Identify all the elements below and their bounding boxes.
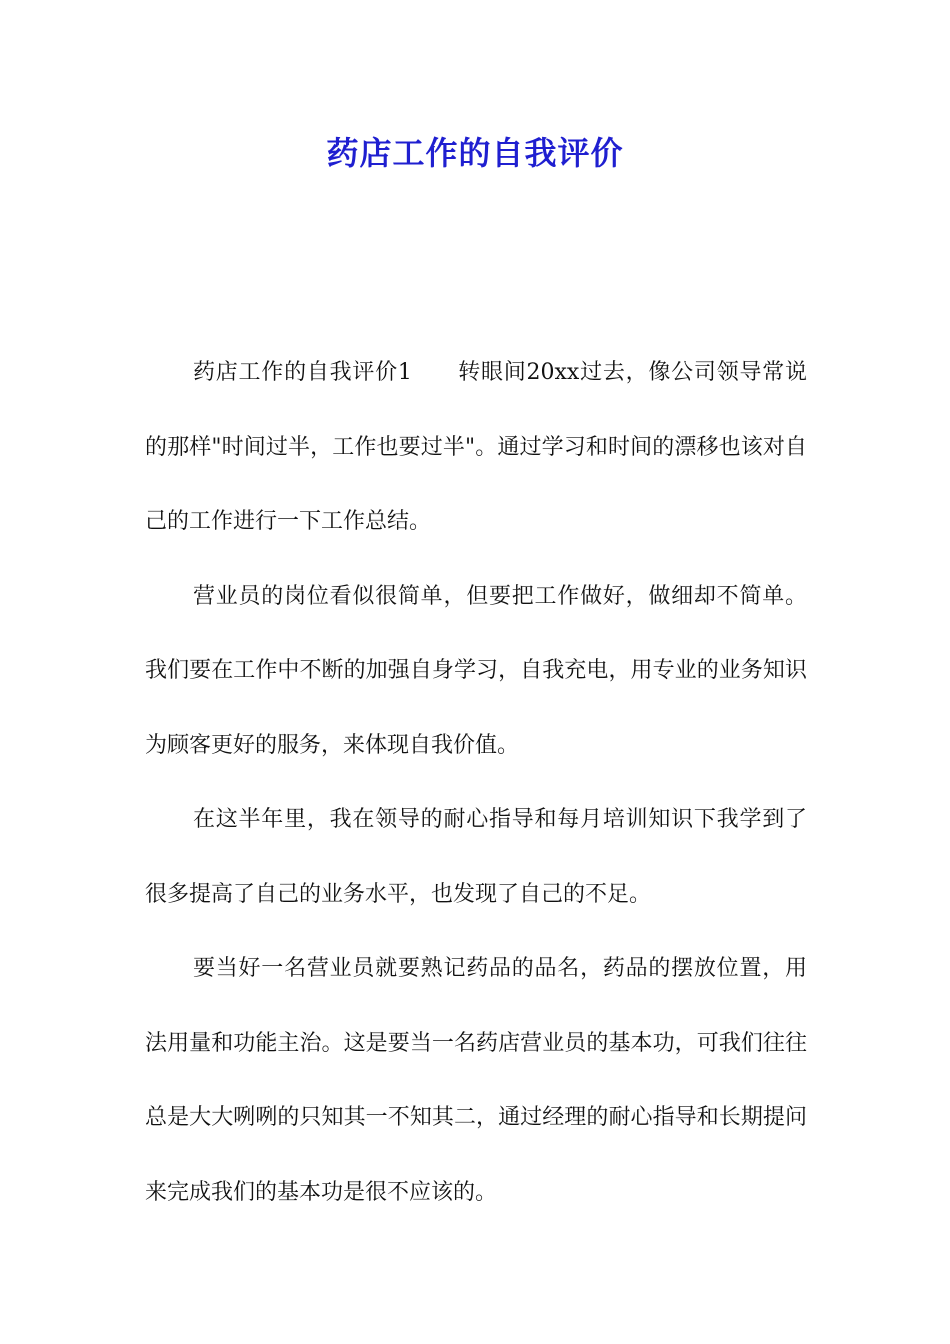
paragraph-1: 药店工作的自我评价1 转眼间20xx过去，像公司领导常说的那样"时间过半，工作也要过半"。通过学习和时间的漂移也该对自己的工作进行一下工作总结。	[145, 360, 807, 534]
document-body	[145, 336, 807, 1230]
document-title: 药店工作的自我评价	[326, 134, 624, 172]
paragraph-4: 要当好一名营业员就要熟记药品的品名，药品的摆放位置，用法用量和功能主治。这是要当一名药店营业员的基本功，可我们往往总是大大咧咧的只知其一不知其二，通过经理的耐心指导和长期提问来完成我们的基本功是很不应该的。	[145, 956, 807, 1205]
paragraph-3: 在这半年里，我在领导的耐心指导和每月培训知识下我学到了很多提高了自己的业务水平，也发现了自己的不足。	[145, 807, 807, 907]
paragraph-2: 营业员的岗位看似很简单，但要把工作做好，做细却不简单。我们要在工作中不断的加强自身学习，自我充电，用专业的业务知识为顾客更好的服务，来体现自我价值。	[145, 583, 807, 758]
